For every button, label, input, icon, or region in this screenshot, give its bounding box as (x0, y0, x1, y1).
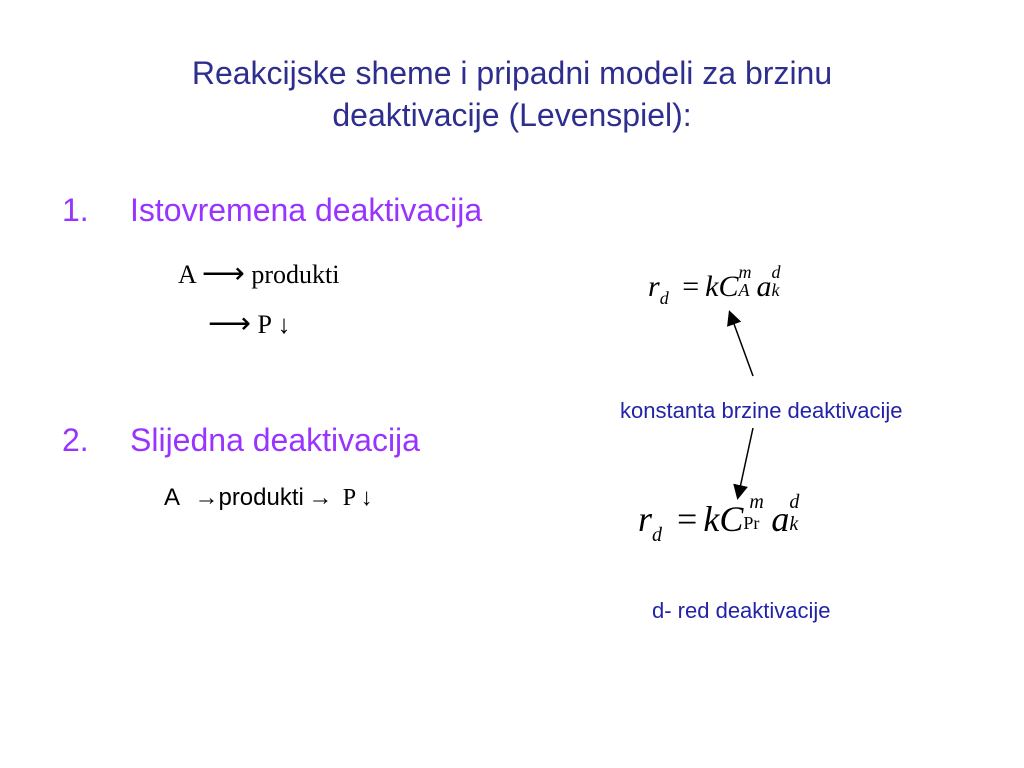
eq1-r: r (648, 270, 660, 303)
eq2-a-superscript: d (789, 491, 800, 513)
eq2-equals: = (677, 499, 698, 539)
product-label: produkti (218, 484, 304, 511)
list-item-label: Slijedna deaktivacija (130, 422, 420, 458)
title-line-1: Reakcijske sheme i pripadni modeli za brzinu (191, 55, 833, 91)
eq2-c: C (719, 499, 744, 539)
eq1-a-superscript: d (771, 262, 781, 282)
eq1-c-superscript: m (738, 262, 752, 282)
eq2-a-subscript: k (789, 513, 799, 535)
eq2-c-subscript: Pr (743, 513, 760, 533)
pointer-line-to-k2 (738, 428, 753, 497)
eq1-a-subscript: k (771, 280, 780, 300)
eq2-r: r (638, 499, 653, 539)
product-label: produkti (251, 260, 340, 289)
reaction-arrow-icon: ⟶ (201, 257, 245, 290)
title-line-2: deaktivacije (Levenspiel): (332, 97, 692, 133)
eq1-c-subscript: A (738, 280, 750, 300)
list-item-label: Istovremena deaktivacija (130, 192, 483, 228)
reactant-a: A (178, 260, 196, 289)
down-arrow-icon: ↓ (360, 485, 373, 511)
down-arrow-icon: ↓ (277, 310, 291, 339)
eq1-r-subscript: d (659, 288, 669, 308)
eq1-equals: = (682, 270, 700, 303)
poison-label: P (342, 485, 357, 511)
list-number: 1. (62, 192, 89, 228)
eq2-r-subscript: d (652, 524, 663, 546)
eq2-c-superscript: m (749, 491, 764, 513)
annotation-deactivation-order: d- red deaktivacije (652, 598, 831, 623)
eq2-a: a (771, 499, 790, 539)
pointer-line-to-k1 (730, 313, 753, 376)
reactant-a: A (164, 484, 181, 511)
poison-arrow-icon: ⟶ (208, 307, 252, 340)
eq1-a: a (756, 270, 772, 303)
poison-arrow-icon: → (308, 484, 333, 511)
poison-label: P (257, 310, 272, 339)
list-number: 2. (62, 422, 89, 458)
eq1-c: C (718, 270, 739, 303)
eq2-k: k (703, 499, 720, 539)
annotation-rate-constant: konstanta brzine deaktivacije (620, 398, 903, 423)
eq1-k: k (705, 270, 719, 303)
reaction-arrow-icon: → (194, 484, 219, 511)
